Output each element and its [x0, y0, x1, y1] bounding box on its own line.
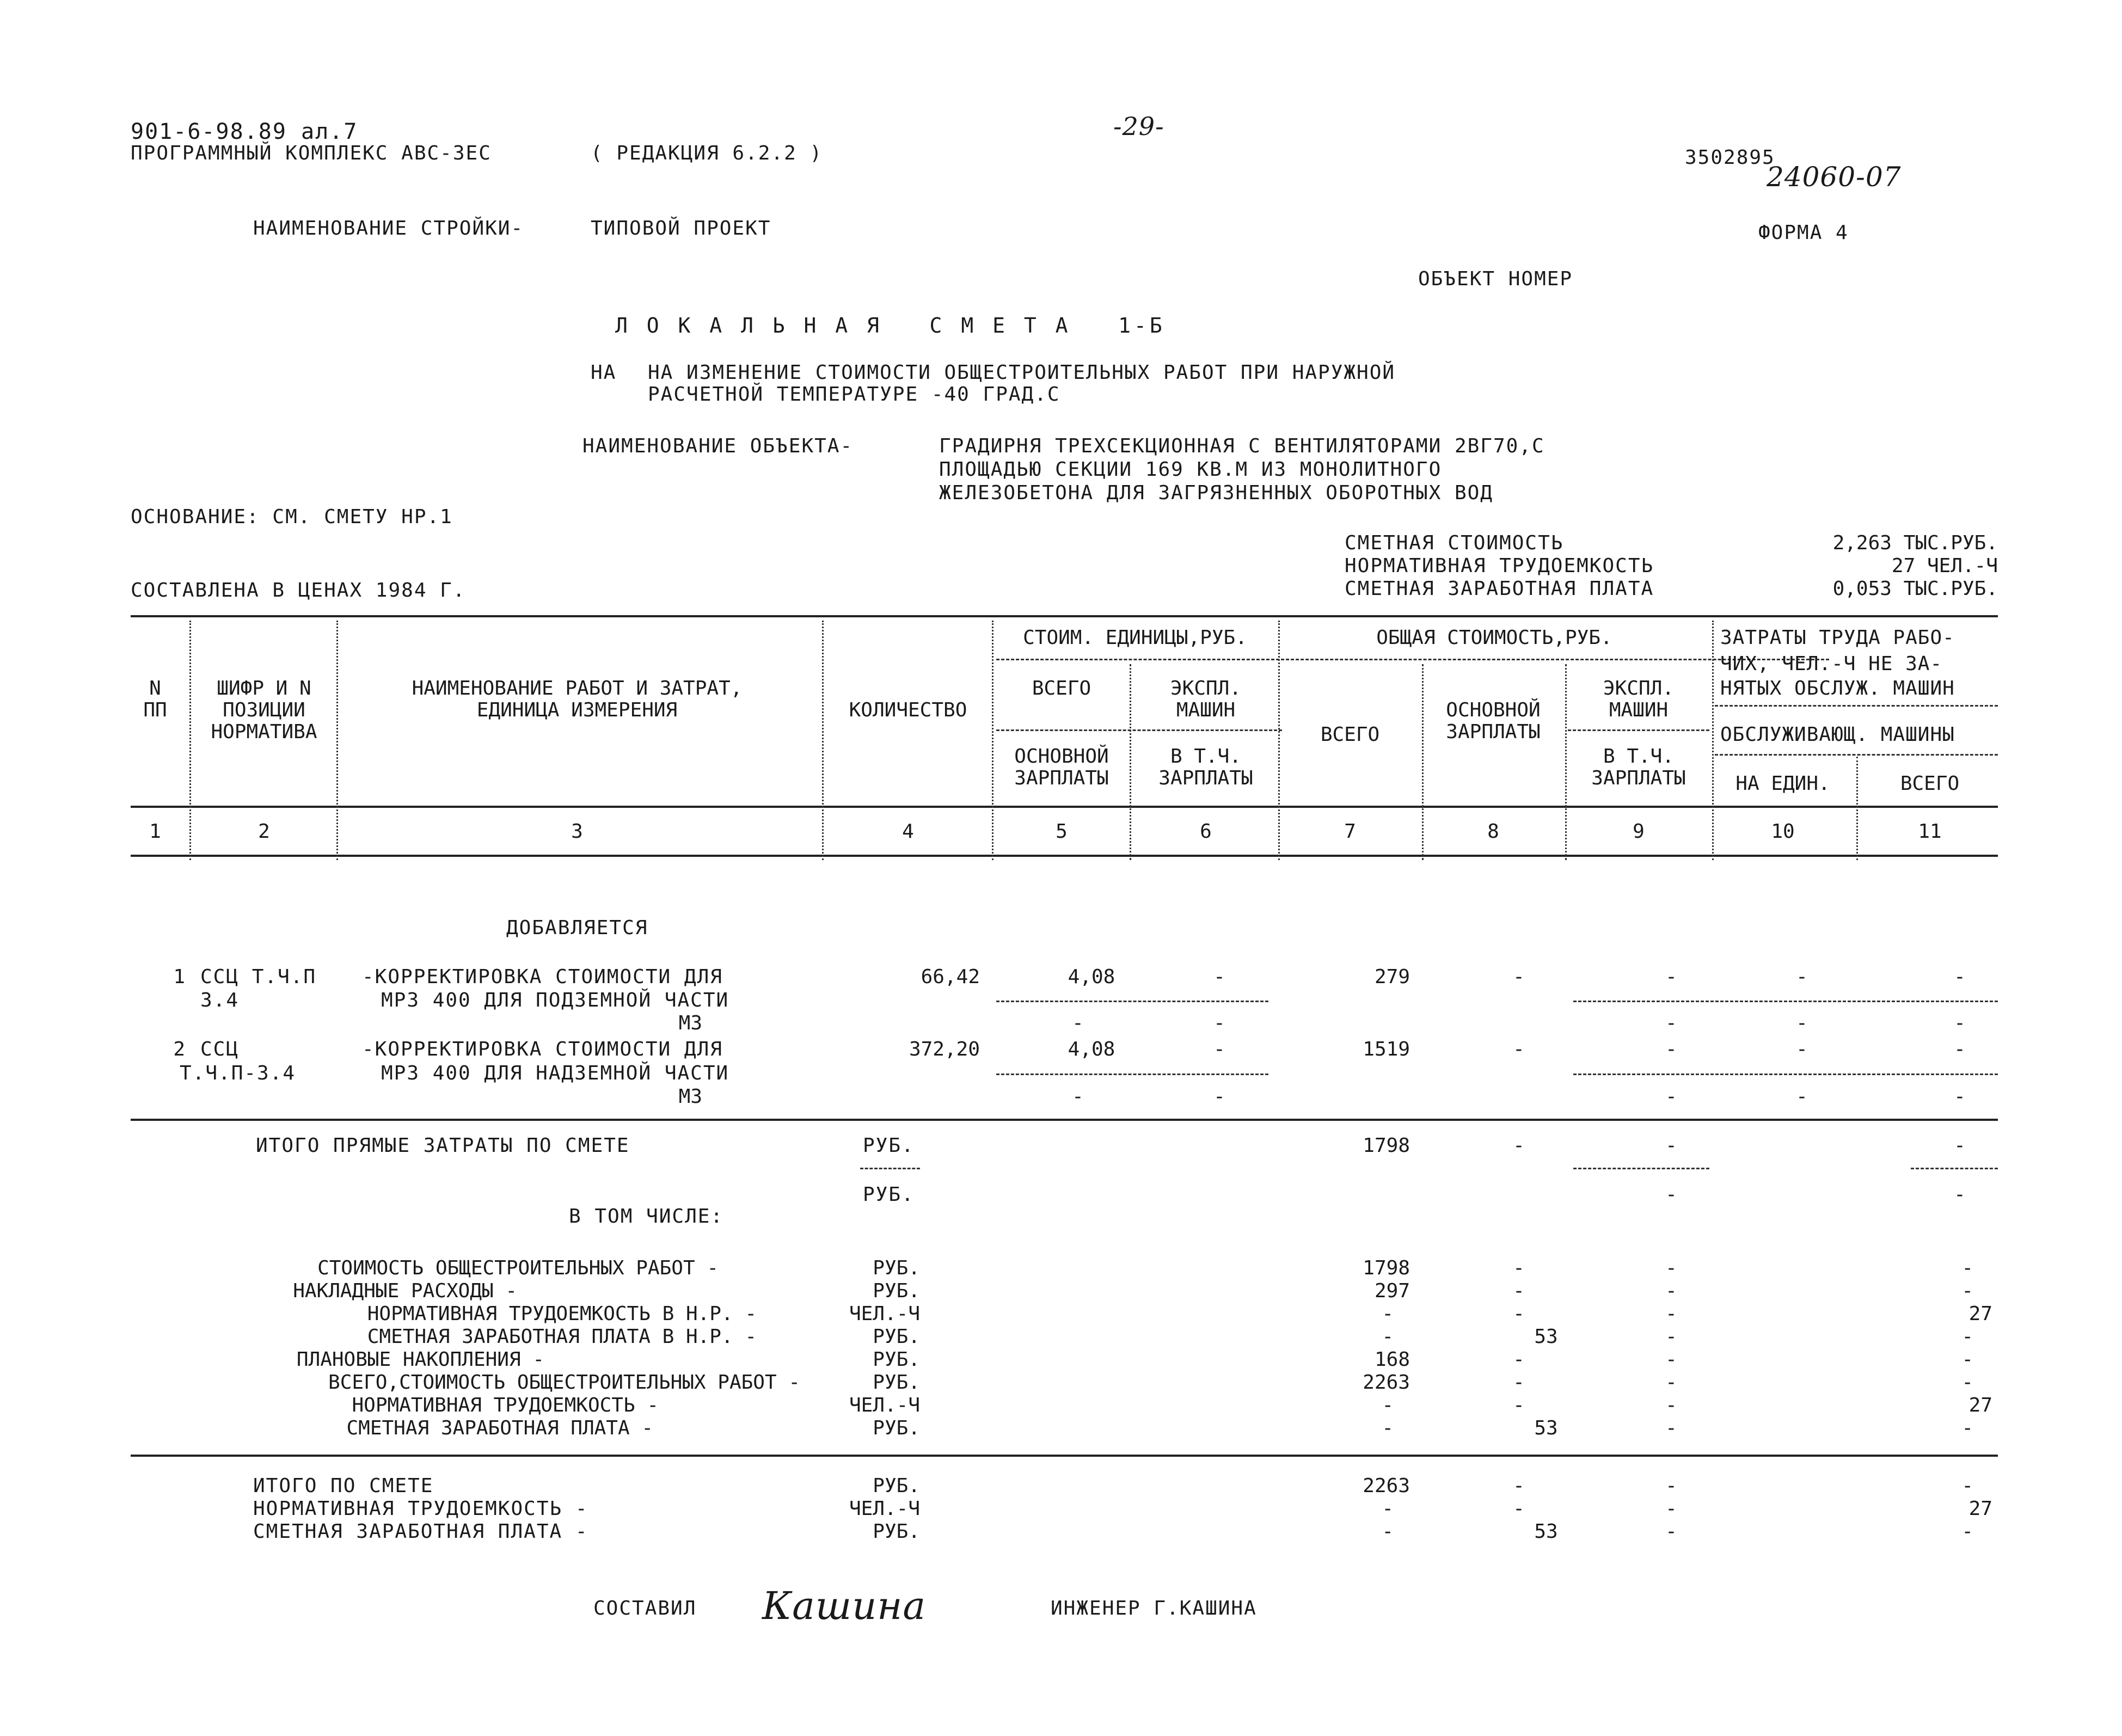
breakdown-unit: РУБ.	[873, 1417, 920, 1439]
col-header-total-base: ЗАРПЛАТЫ	[1446, 721, 1541, 743]
item-unit-incl: -	[1213, 1085, 1225, 1108]
breakdown-mach: -	[1665, 1280, 1677, 1302]
final-labor: -	[1961, 1520, 1973, 1543]
col-header-labor-total: ВСЕГО	[1900, 772, 1960, 795]
summary-label: СМЕТНАЯ СТОИМОСТЬ	[1345, 532, 1564, 554]
subject-prefix: НА	[591, 361, 617, 384]
item-code: ССЦ Т.Ч.П	[200, 966, 317, 988]
item-total-incl: -	[1665, 1012, 1677, 1034]
col-number: 5	[1056, 820, 1068, 843]
item-labor-total: -	[1954, 966, 1966, 988]
final-total: -	[1382, 1520, 1394, 1543]
object-line-2: ПЛОЩАДЬЮ СЕКЦИИ 169 КВ.М ИЗ МОНОЛИТНОГО	[939, 458, 1442, 481]
estimate-title: Л О К А Л Ь Н А Я С М Е Т А 1-Б	[615, 314, 1166, 338]
item-underline	[996, 1074, 1268, 1075]
col-header-name: НАИМЕНОВАНИЕ РАБОТ И ЗАТРАТ,	[412, 677, 743, 700]
direct-costs-underline	[1573, 1168, 1709, 1169]
col-divider	[992, 621, 993, 860]
breakdown-total: -	[1382, 1303, 1394, 1325]
col-divider	[1422, 664, 1424, 860]
col-header-unit-group: СТОИМ. ЕДИНИЦЫ,РУБ.	[1023, 627, 1247, 649]
item-unit-base: -	[1072, 1085, 1084, 1108]
subject-line-1: НА ИЗМЕНЕНИЕ СТОИМОСТИ ОБЩЕСТРОИТЕЛЬНЫХ РАБОТ ПРИ НАРУЖНОЙ	[648, 361, 1396, 384]
final-labor: 27	[1968, 1498, 1992, 1520]
col-header-unit-base: ЗАРПЛАТЫ	[1014, 767, 1109, 789]
construction-label: НАИМЕНОВАНИЕ СТРОЙКИ-	[253, 217, 524, 240]
final-total: -	[1382, 1498, 1394, 1520]
final-mach: -	[1665, 1498, 1677, 1520]
breakdown-total: -	[1382, 1326, 1394, 1348]
col-header-n: ПП	[143, 699, 167, 721]
breakdown-label: НОРМАТИВНАЯ ТРУДОЕМКОСТЬ -	[352, 1394, 659, 1416]
item-unit-mach: -	[1213, 966, 1225, 988]
breakdown-unit: РУБ.	[873, 1326, 920, 1348]
doc-code: 901-6-98.89 ал.7	[131, 119, 358, 144]
basis-text: ОСНОВАНИЕ: СМ. СМЕТУ НР.1	[131, 506, 453, 528]
col-header-unit-incl: В Т.Ч.	[1170, 745, 1242, 768]
breakdown-base: 53	[1534, 1326, 1558, 1348]
col-header-unit-base: ОСНОВНОЙ	[1014, 745, 1109, 768]
col-header-n: N	[149, 677, 161, 700]
final-label: НОРМАТИВНАЯ ТРУДОЕМКОСТЬ -	[253, 1498, 588, 1520]
col-divider	[1565, 664, 1567, 860]
breakdown-base: -	[1513, 1280, 1525, 1302]
breakdown-labor: -	[1961, 1348, 1973, 1371]
item-number: 1	[173, 966, 185, 988]
breakdown-mach: -	[1665, 1348, 1677, 1371]
final-unit: РУБ.	[873, 1520, 920, 1543]
final-base: -	[1513, 1475, 1525, 1497]
subject-line-2: РАСЧЕТНОЙ ТЕМПЕРАТУРЕ -40 ГРАД.С	[648, 383, 1060, 406]
breakdown-label: ВСЕГО,СТОИМОСТЬ ОБЩЕСТРОИТЕЛЬНЫХ РАБОТ -	[328, 1371, 800, 1394]
item-labor-unit: -	[1796, 1038, 1808, 1060]
col-divider	[336, 621, 338, 860]
item-number: 2	[173, 1038, 185, 1060]
direct-costs-underline	[860, 1168, 920, 1169]
col-header-total-group: ОБЩАЯ СТОИМОСТЬ,РУБ.	[1376, 627, 1612, 649]
item-qty: 372,20	[909, 1038, 980, 1060]
object-line-1: ГРАДИРНЯ ТРЕХСЕКЦИОННАЯ С ВЕНТИЛЯТОРАМИ 2ВГ70,С	[939, 435, 1545, 457]
breakdown-labor: 27	[1968, 1394, 1992, 1416]
direct-costs-unit: РУБ.	[863, 1183, 915, 1206]
col-divider	[1856, 757, 1858, 860]
compiled-label: СОСТАВИЛ	[593, 1597, 697, 1620]
item-qty: 66,42	[921, 966, 980, 988]
breakdown-mach: -	[1665, 1326, 1677, 1348]
item-total: 279	[1374, 966, 1410, 988]
direct-costs-total: 1798	[1363, 1134, 1410, 1157]
item-code: 3.4	[200, 989, 240, 1011]
col-header-total-all: ВСЕГО	[1320, 723, 1380, 746]
col-number: 8	[1487, 820, 1499, 843]
breakdown-mach: -	[1665, 1371, 1677, 1394]
col-number: 10	[1771, 820, 1795, 843]
col-header-total-mach: МАШИН	[1609, 699, 1669, 721]
col-header-name: ЕДИНИЦА ИЗМЕРЕНИЯ	[476, 699, 678, 721]
direct-costs-unit: РУБ.	[863, 1134, 915, 1157]
item-name: МРЗ 400 ДЛЯ ПОДЗЕМНОЙ ЧАСТИ	[381, 989, 729, 1011]
final-label: ИТОГО ПО СМЕТЕ	[253, 1475, 434, 1497]
breakdown-labor: -	[1961, 1326, 1973, 1348]
col-header-code: ШИФР И N	[217, 677, 311, 700]
item-total-base: -	[1513, 1038, 1525, 1060]
breakdown-mach: -	[1665, 1394, 1677, 1416]
unit-group-rule	[996, 659, 1829, 660]
breakdown-base: -	[1513, 1371, 1525, 1394]
summary-value: 27 ЧЕЛ.-Ч	[1891, 555, 1998, 577]
breakdown-label: ПЛАНОВЫЕ НАКОПЛЕНИЯ -	[296, 1348, 544, 1371]
breakdown-unit: РУБ.	[873, 1348, 920, 1371]
engineer-name: ИНЖЕНЕР Г.КАШИНА	[1051, 1597, 1257, 1620]
col-header-total-mach: ЭКСПЛ.	[1603, 677, 1675, 700]
form-label: ФОРМА 4	[1758, 222, 1849, 244]
unit-sub-rule	[996, 729, 1282, 731]
final-mach: -	[1665, 1520, 1677, 1543]
summary-label: НОРМАТИВНАЯ ТРУДОЕМКОСТЬ	[1345, 555, 1654, 577]
direct-costs-underline	[1911, 1168, 1998, 1169]
col-number: 3	[571, 820, 583, 843]
labor-sub-rule	[1715, 705, 1998, 707]
direct-costs-base: -	[1513, 1134, 1525, 1157]
col-number: 7	[1344, 820, 1356, 843]
col-divider	[189, 621, 191, 860]
col-header-code: НОРМАТИВА	[211, 721, 317, 743]
item-unit-incl: -	[1213, 1012, 1225, 1034]
item-total: 1519	[1363, 1038, 1410, 1060]
breakdown-total: 168	[1374, 1348, 1410, 1371]
breakdown-label: СМЕТНАЯ ЗАРАБОТНАЯ ПЛАТА В Н.Р. -	[367, 1326, 757, 1348]
breakdown-total: 297	[1374, 1280, 1410, 1302]
breakdown-unit: РУБ.	[873, 1371, 920, 1394]
final-base: -	[1513, 1498, 1525, 1520]
edition: ( РЕДАКЦИЯ 6.2.2 )	[591, 142, 823, 164]
item-unit: М3	[678, 1012, 702, 1034]
handwritten-number: 24060-07	[1767, 161, 1902, 193]
item-underline	[1573, 1074, 1998, 1075]
table-numbers-bottom-rule	[131, 855, 1998, 857]
final-unit: РУБ.	[873, 1475, 920, 1497]
col-header-total-base: ОСНОВНОЙ	[1446, 699, 1541, 721]
doc-id: 3502895	[1685, 146, 1775, 169]
breakdown-labor: -	[1961, 1371, 1973, 1394]
item-total-mach: -	[1665, 1038, 1677, 1060]
col-header-qty: КОЛИЧЕСТВО	[849, 699, 967, 721]
breakdown-labor: 27	[1968, 1303, 1992, 1325]
summary-value: 0,053 ТЫС.РУБ.	[1832, 578, 1998, 600]
direct-costs-labor: -	[1954, 1183, 1966, 1206]
items-bottom-rule	[131, 1119, 1998, 1121]
prices-text: СОСТАВЛЕНА В ЦЕНАХ 1984 Г.	[131, 579, 466, 602]
item-total-incl: -	[1665, 1085, 1677, 1108]
item-underline	[1573, 1001, 1998, 1002]
col-header-labor-unit: НА ЕДИН.	[1735, 772, 1830, 795]
direct-costs-labor: -	[1954, 1134, 1966, 1157]
breakdown-base: -	[1513, 1257, 1525, 1279]
breakdown-mach: -	[1665, 1257, 1677, 1279]
breakdown-mach: -	[1665, 1417, 1677, 1439]
col-header-total-incl: ЗАРПЛАТЫ	[1591, 767, 1686, 789]
breakdown-label: НАКЛАДНЫЕ РАСХОДЫ -	[293, 1280, 517, 1302]
item-name: МРЗ 400 ДЛЯ НАДЗЕМНОЙ ЧАСТИ	[381, 1062, 729, 1084]
breakdown-unit: РУБ.	[873, 1280, 920, 1302]
breakdown-total: 2263	[1363, 1371, 1410, 1394]
final-mach: -	[1665, 1475, 1677, 1497]
col-divider	[1712, 621, 1714, 860]
final-label: СМЕТНАЯ ЗАРАБОТНАЯ ПЛАТА -	[253, 1520, 588, 1543]
object-number-label: ОБЪЕКТ НОМЕР	[1418, 268, 1573, 290]
breakdown-mach: -	[1665, 1303, 1677, 1325]
section-title: ДОБАВЛЯЕТСЯ	[506, 917, 648, 939]
breakdown-base: -	[1513, 1394, 1525, 1416]
item-labor-total: -	[1954, 1038, 1966, 1060]
col-header-total-incl: В Т.Ч.	[1603, 745, 1675, 768]
col-number: 6	[1200, 820, 1212, 843]
item-unit-mach: -	[1213, 1038, 1225, 1060]
item-labor-unit: -	[1796, 1085, 1808, 1108]
item-total-mach: -	[1665, 966, 1677, 988]
col-header-unit-incl: ЗАРПЛАТЫ	[1158, 767, 1253, 789]
object-label: НАИМЕНОВАНИЕ ОБЪЕКТА-	[582, 435, 854, 457]
final-base: 53	[1534, 1520, 1558, 1543]
breakdown-unit: ЧЕЛ.-Ч	[849, 1394, 920, 1416]
col-header-labor-group: ЧИХ, ЧЕЛ.-Ч НЕ ЗА-	[1720, 653, 1943, 675]
item-underline	[996, 1001, 1268, 1002]
software-name: ПРОГРАММНЫЙ КОМПЛЕКС АВС-3ЕС	[131, 142, 492, 164]
item-labor-total: -	[1954, 1012, 1966, 1034]
object-line-3: ЖЕЛЕЗОБЕТОНА ДЛЯ ЗАГРЯЗНЕННЫХ ОБОРОТНЫХ ВОД	[939, 482, 1493, 504]
col-number: 4	[902, 820, 914, 843]
item-code: Т.Ч.П-3.4	[180, 1062, 296, 1084]
col-number: 9	[1633, 820, 1645, 843]
item-code: ССЦ	[200, 1038, 240, 1060]
col-header-unit-mach: ЭКСПЛ.	[1170, 677, 1242, 700]
breakdown-labor: -	[1961, 1417, 1973, 1439]
final-labor: -	[1961, 1475, 1973, 1497]
final-unit: ЧЕЛ.-Ч	[849, 1498, 920, 1520]
col-header-labor-sub: ОБСЛУЖИВАЮЩ. МАШИНЫ	[1720, 723, 1955, 746]
item-name: -КОРРЕКТИРОВКА СТОИМОСТИ ДЛЯ	[362, 1038, 723, 1060]
summary-value: 2,263 ТЫС.РУБ.	[1832, 532, 1998, 554]
col-divider	[1278, 621, 1280, 860]
col-header-labor-group: НЯТЫХ ОБСЛУЖ. МАШИН	[1720, 677, 1955, 700]
col-header-unit-total: ВСЕГО	[1032, 677, 1091, 700]
item-labor-unit: -	[1796, 966, 1808, 988]
direct-costs-mach: -	[1665, 1134, 1677, 1157]
breakdown-base: -	[1513, 1303, 1525, 1325]
item-unit-total: 4,08	[1068, 966, 1115, 988]
breakdown-total: -	[1382, 1394, 1394, 1416]
col-header-labor-group: ЗАТРАТЫ ТРУДА РАБО-	[1720, 627, 1955, 649]
breakdown-base: 53	[1534, 1417, 1558, 1439]
col-divider	[822, 621, 824, 860]
col-number: 2	[258, 820, 270, 843]
direct-costs-incl: -	[1665, 1183, 1677, 1206]
final-total: 2263	[1363, 1475, 1410, 1497]
item-unit-base: -	[1072, 1012, 1084, 1034]
col-divider	[1130, 664, 1131, 860]
col-header-unit-mach: МАШИН	[1176, 699, 1236, 721]
breakdown-total: 1798	[1363, 1257, 1410, 1279]
breakdown-bottom-rule	[131, 1455, 1998, 1457]
breakdown-label: СМЕТНАЯ ЗАРАБОТНАЯ ПЛАТА -	[346, 1417, 653, 1439]
item-total-base: -	[1513, 966, 1525, 988]
col-number: 11	[1918, 820, 1942, 843]
breakdown-labor: -	[1961, 1257, 1973, 1279]
breakdown-total: -	[1382, 1417, 1394, 1439]
item-unit-total: 4,08	[1068, 1038, 1115, 1060]
item-labor-unit: -	[1796, 1012, 1808, 1034]
item-labor-total: -	[1954, 1085, 1966, 1108]
item-name: -КОРРЕКТИРОВКА СТОИМОСТИ ДЛЯ	[362, 966, 723, 988]
breakdown-unit: ЧЕЛ.-Ч	[849, 1303, 920, 1325]
breakdown-labor: -	[1961, 1280, 1973, 1302]
breakdown-unit: РУБ.	[873, 1257, 920, 1279]
page-number: -29-	[1113, 112, 1164, 141]
mach-sub-rule	[1568, 729, 1709, 731]
breakdown-base: -	[1513, 1348, 1525, 1371]
construction-value: ТИПОВОЙ ПРОЕКТ	[591, 217, 771, 240]
col-number: 1	[149, 820, 161, 843]
table-top-rule	[131, 615, 1998, 617]
direct-costs-label: ИТОГО ПРЯМЫЕ ЗАТРАТЫ ПО СМЕТЕ	[256, 1134, 630, 1157]
labor-sub-rule-2	[1715, 754, 1998, 756]
signature: Кашина	[762, 1584, 927, 1628]
including-title: В ТОМ ЧИСЛЕ:	[569, 1205, 724, 1228]
table-header-bottom-rule	[131, 806, 1998, 808]
breakdown-label: СТОИМОСТЬ ОБЩЕСТРОИТЕЛЬНЫХ РАБОТ -	[317, 1257, 719, 1279]
breakdown-label: НОРМАТИВНАЯ ТРУДОЕМКОСТЬ В Н.Р. -	[367, 1303, 757, 1325]
item-unit: М3	[678, 1085, 702, 1108]
col-header-code: ПОЗИЦИИ	[223, 699, 305, 721]
summary-label: СМЕТНАЯ ЗАРАБОТНАЯ ПЛАТА	[1345, 578, 1654, 600]
